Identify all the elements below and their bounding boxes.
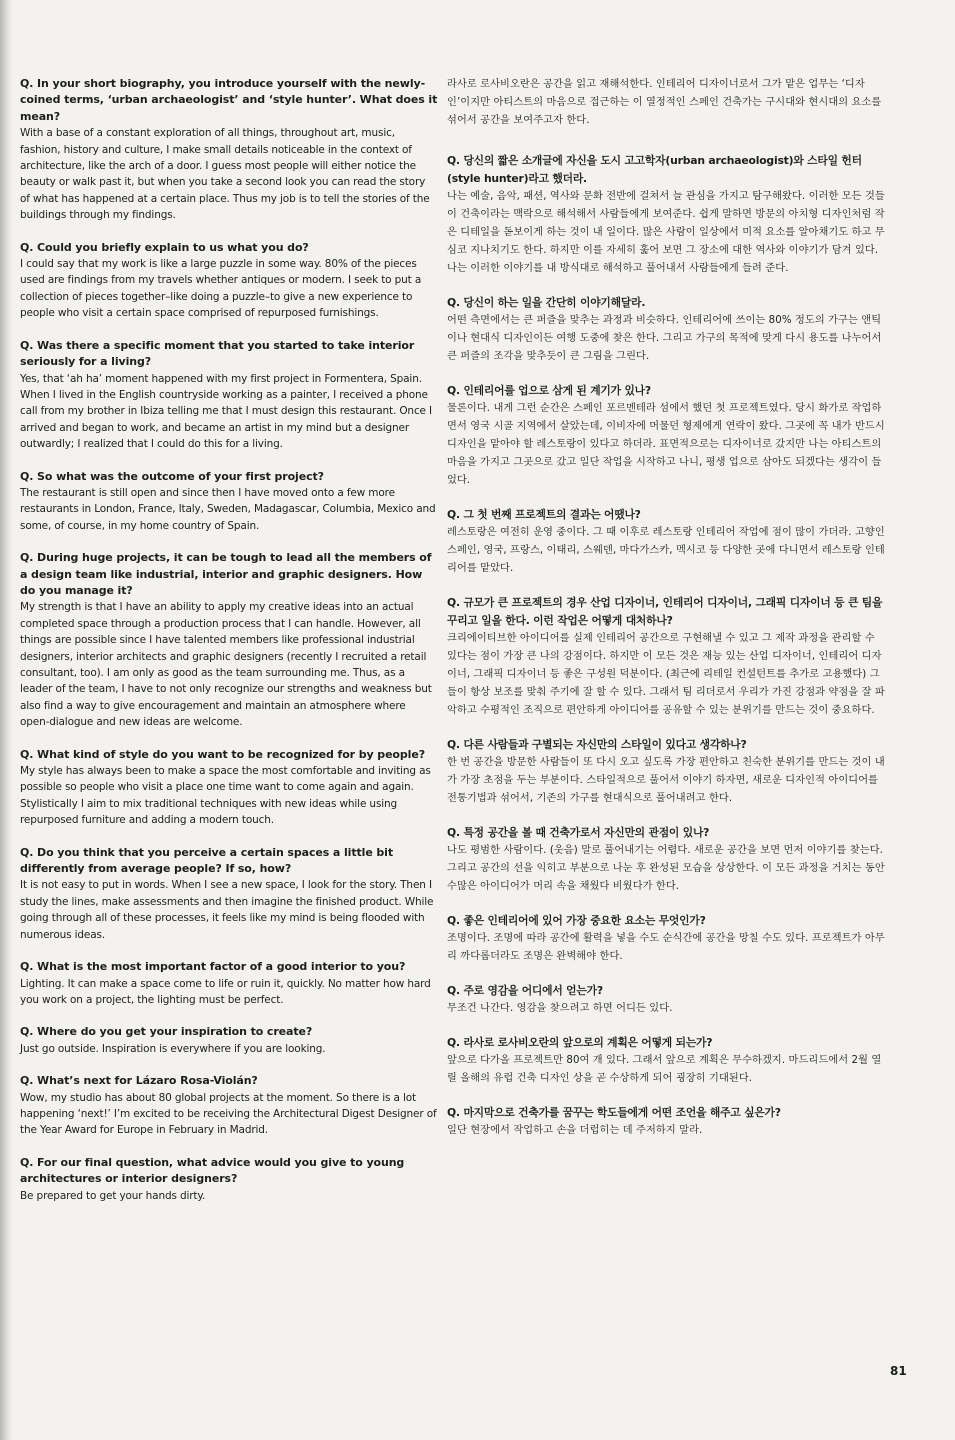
question: Q. 당신의 짧은 소개글에 자신을 도시 고고학자(urban archaeologist)와 스타일 헌터(style hunter)라고 했더라.	[447, 154, 862, 185]
question: Q. 주로 영감을 어디에서 얻는가?	[447, 984, 603, 997]
question: Q. What kind of style do you want to be recognized for by people?	[20, 747, 425, 761]
qa-block-ko-2	[447, 294, 887, 366]
answer: 앞으로 다가올 프로젝트만 80여 개 있다. 그래서 앞으로 계획은 무수하겠지. 마드리드에서 2월 열릴 올해의 유럽 건축 디자인 상을 곧 수상하게 되어 굉장히 기대된다.	[447, 1055, 882, 1084]
answer: 일단 현장에서 작업하고 손을 더럽히는 데 주저하지 말라.	[447, 1125, 703, 1136]
answer: 물론이다. 내게 그런 순간은 스페인 포르멘테라 섬에서 했던 첫 프로젝트였다. 당시 화가로 작업하면서 영국 시골 지역에서 살았는데, 이비자에 머물던 형제에게 연락이 왔다. 그곳에 꼭 내가 반드시 디자인을 맡아야 할 레스토랑이 있다고 하더라. 표면적으로는 디자이너로 갔지만 나는 아티스트의 마음을 가지고 그곳으로 갔고 일단 작업을 시작하고 나니, 평생 업으로 삼아도 되겠다는 생각이 들었다.	[447, 403, 885, 486]
english-column	[20, 76, 438, 1220]
answer: Just go outside. Inspiration is everywhere if you are looking.	[20, 1042, 326, 1055]
question: Q. 그 첫 번째 프로젝트의 결과는 어땠나?	[447, 508, 641, 521]
answer: My strength is that I have an ability to apply my creative ideas into an actual completed space through a production process that I can handle. However, all things are possible since I have talented members like professional industrial designers, interior architects and graphic designers (recently I recruited a retail consultant, too). I am only as good as the team surrounding me. Thus, as a leader of the team, I have to not only recognize our strengths and weakness but also find a way to give encouragement and maintain an atmosphere where open-dialogue and new ideas are welcome.	[20, 601, 432, 729]
question: Q. 특정 공간을 볼 때 건축가로서 자신만의 관점이 있나?	[447, 826, 710, 839]
qa-block-6	[20, 747, 438, 829]
qa-block-ko-5	[447, 594, 887, 720]
qa-block-5	[20, 550, 438, 730]
question: Q. What’s next for Lázaro Rosa-Violán?	[20, 1074, 258, 1088]
qa-block-ko-1	[447, 152, 887, 278]
qa-block-4	[20, 469, 438, 535]
answer: Wow, my studio has about 80 global projects at the moment. So there is a lot happening ‘next!’ I’m excited to be receiving the Architectural Digest Designer of the Year Award for Europe in February in Madrid.	[20, 1091, 437, 1137]
qa-block-ko-4	[447, 506, 887, 578]
question: Q. So what was the outcome of your first project?	[20, 469, 324, 483]
intro-paragraph: 라사로 로사비오란은 공간을 읽고 재해석한다. 인테리어 디자이너로서 그가 맡은 업무는 ‘디자인’이지만 아티스트의 마음으로 접근하는 이 열정적인 스페인 건축가는 구시대와 현시대의 요소를 섞어서 공간을 보여주고자 한다.	[447, 79, 882, 126]
answer: 한 번 공간을 방문한 사람들이 또 다시 오고 싶도록 가장 편안하고 친숙한 분위기를 만드는 것이 내가 가장 초점을 두는 부분이다. 스타일적으로 풀어서 이야기 하자면, 새로운 디자인적 아이디어를 전통기법과 섞어서, 기존의 가구를 현대식으로 풀어내려고 한다.	[447, 757, 885, 804]
question: Q. Could you briefly explain to us what you do?	[20, 240, 309, 254]
qa-block-ko-6	[447, 736, 887, 808]
qa-block-ko-3	[447, 382, 887, 490]
answer: Yes, that ‘ah ha’ moment happened with my first project in Formentera, Spain. When I lived in the English countryside working as a painter, I received a phone call from my brother in Ibiza telling me that I must design this restaurant. Once I arrived and began to work, and became an artist in my mind but a designer outwardly; I realized that I could do this for a living.	[20, 372, 433, 451]
question: Q. Where do you get your inspiration to create?	[20, 1025, 313, 1039]
qa-block-8	[20, 959, 438, 1008]
question: Q. What is the most important factor of a good interior to you?	[20, 960, 406, 974]
question: Q. In your short biography, you introduce yourself with the newly-coined terms, ‘urban archaeologist’ and ‘style hunter’. What does it mean?	[20, 77, 438, 123]
question: Q. 다른 사람들과 구별되는 자신만의 스타일이 있다고 생각하나?	[447, 738, 747, 751]
question: Q. 좋은 인테리어에 있어 가장 중요한 요소는 무엇인가?	[447, 914, 706, 927]
qa-block-ko-10	[447, 1034, 887, 1088]
answer: 크리에이티브한 아이디어를 실제 인테리어 공간으로 구현해낼 수 있고 그 제작 과정을 관리할 수 있다는 점이 가장 큰 나의 강점이다. 하지만 이 모든 것은 재능 있는 산업 디자이너, 인테리어 디자이너, 그래픽 디자이너 등 좋은 구성원 덕분이다. (최근에 리테일 컨설턴트를 추가로 고용했다) 그들이 항상 보조를 맞춰 주기에 잘 할 수 있다. 그래서 팀 리더로서 우리가 가진 강점과 약점을 잘 파악하고 수평적인 조직으로 편안하게 아이디어를 공유할 수 있는 분위기를 만드는 것이 중요하다.	[447, 633, 885, 716]
question: Q. 규모가 큰 프로젝트의 경우 산업 디자이너, 인테리어 디자이너, 그래픽 디자이너 등 큰 팀을 꾸리고 일을 한다. 이런 작업은 어떻게 대처하나?	[447, 596, 883, 627]
answer: 조명이다. 조명에 따라 공간에 활력을 넣을 수도 순식간에 공간을 망칠 수도 있다. 프로젝트가 아무리 까다롭더라도 조명은 완벽해야 한다.	[447, 933, 885, 962]
qa-block-ko-9	[447, 982, 887, 1018]
answer: My style has always been to make a space the most comfortable and inviting as possible so people who visit a place one time want to come again and again. Stylistically I aim to mix traditional techniques with new ideas while using repurposed furniture and adding a modern touch.	[20, 765, 431, 827]
question: Q. During huge projects, it can be tough to lead all the members of a design team like industrial, interior and graphic designers. How do you manage it?	[20, 551, 432, 597]
question: Q. 라사로 로사비오란의 앞으로의 계획은 어떻게 되는가?	[447, 1036, 713, 1049]
question: Q. Do you think that you perceive a certain spaces a little bit differently from average people? If so, how?	[20, 845, 394, 876]
answer: It is not easy to put in words. When I see a new space, I look for the story. Then I study the lines, make assessments and then imagine the finished product. While going through all of these processes, it feels like my mind is being flooded with numerous ideas.	[20, 879, 434, 941]
qa-block-7	[20, 845, 438, 943]
answer: 무조건 나간다. 영감을 찾으려고 하면 어디든 있다.	[447, 1003, 673, 1014]
qa-block-1	[20, 76, 438, 224]
question: Q. 당신이 하는 일을 간단히 이야기해달라.	[447, 296, 646, 309]
question: Q. Was there a specific moment that you started to take interior seriously for a living?	[20, 338, 415, 369]
answer: With a base of a constant exploration of all things, throughout art, music, fashion, history and culture, I make small details noticeable in the context of architecture, like the arch of a door. I guess most people will either notice the beauty or walk past it, but when you take a second look you can read the story of what has happened at a certain place. Thus my job is to tell the stories of the buildings through my findings.	[20, 127, 430, 222]
question: Q. 인테리어를 업으로 삼게 된 계기가 있나?	[447, 384, 651, 397]
answer: 레스토랑은 여전히 운영 중이다. 그 때 이후로 레스토랑 인테리어 작업에 점이 많이 가더라. 고향인 스페인, 영국, 프랑스, 이태리, 스웨덴, 마다가스카, 멕시코 등 다양한 곳에 다니면서 레스토랑 인테리어를 맡았다.	[447, 527, 885, 574]
qa-block-ko-7	[447, 824, 887, 896]
qa-block-11	[20, 1155, 438, 1204]
question: Q. For our final question, what advice would you give to young architectures or interior designers?	[20, 1155, 405, 1186]
page-number: 81	[890, 1364, 907, 1378]
answer: Lighting. It can make a space come to life or ruin it, quickly. No matter how hard you work on a project, the lighting must be perfect.	[20, 977, 431, 1006]
qa-block-3	[20, 338, 438, 453]
korean-column	[447, 76, 887, 1156]
answer: I could say that my work is like a large puzzle in some way. 80% of the pieces used are findings from my travels whether antiques or modern. I seek to put a collection of pieces together–like doing a puzzle–to give a new experience to people who visit a certain space comprised of repurposed furnishings.	[20, 258, 422, 320]
qa-block-ko-11	[447, 1104, 887, 1140]
qa-block-10	[20, 1073, 438, 1139]
qa-block-9	[20, 1024, 438, 1057]
qa-block-ko-8	[447, 912, 887, 966]
answer: 나도 평범한 사람이다. (웃음) 말로 풀어내기는 어렵다. 새로운 공간을 보면 먼저 이야기를 찾는다. 그리고 공간의 선을 익히고 부분으로 나눈 후 완성된 모습을 상상한다. 이 모든 과정을 거치는 동안 수많은 아이디어가 머리 속을 채웠다 비웠다가 한다.	[447, 845, 885, 892]
answer: Be prepared to get your hands dirty.	[20, 1189, 206, 1202]
qa-block-2	[20, 240, 438, 322]
book-spine-shadow	[0, 0, 12, 1440]
question: Q. 마지막으로 건축가를 꿈꾸는 학도들에게 어떤 조언을 해주고 싶은가?	[447, 1106, 781, 1119]
answer: The restaurant is still open and since then I have moved onto a few more restaurants in London, France, Italy, Sweden, Madagascar, Columbia, Mexico and some, of course, in my home country of Spain.	[20, 486, 436, 532]
answer: 나는 예술, 음악, 패션, 역사와 문화 전반에 걸쳐서 늘 관심을 가지고 탐구해왔다. 이러한 모든 것들이 건축이라는 맥락으로 해석해서 사람들에게 보여준다. 쉽게 말하면 방문의 아치형 디자인처럼 작은 디테일을 돋보이게 하는 것이 내 일이다. 많은 사람이 일상에서 미적 요소를 알아채기도 하고 무심코 지나치기도 한다. 하지만 이를 자세히 훑어 보면 그 장소에 대한 역사와 이야기가 담겨 있다. 나는 이러한 이야기를 내 방식대로 해석하고 풀어내서 사람들에게 들려 준다.	[447, 191, 885, 274]
answer: 어떤 측면에서는 큰 퍼즐을 맞추는 과정과 비슷하다. 인테리어에 쓰이는 80% 정도의 가구는 앤틱이나 현대식 디자인이든 여행 도중에 찾은 한다. 그리고 가구의 목적에 맞게 다시 용도를 나누어서 큰 퍼즐의 조각을 맞추듯이 큰 그림을 그린다.	[447, 315, 882, 362]
